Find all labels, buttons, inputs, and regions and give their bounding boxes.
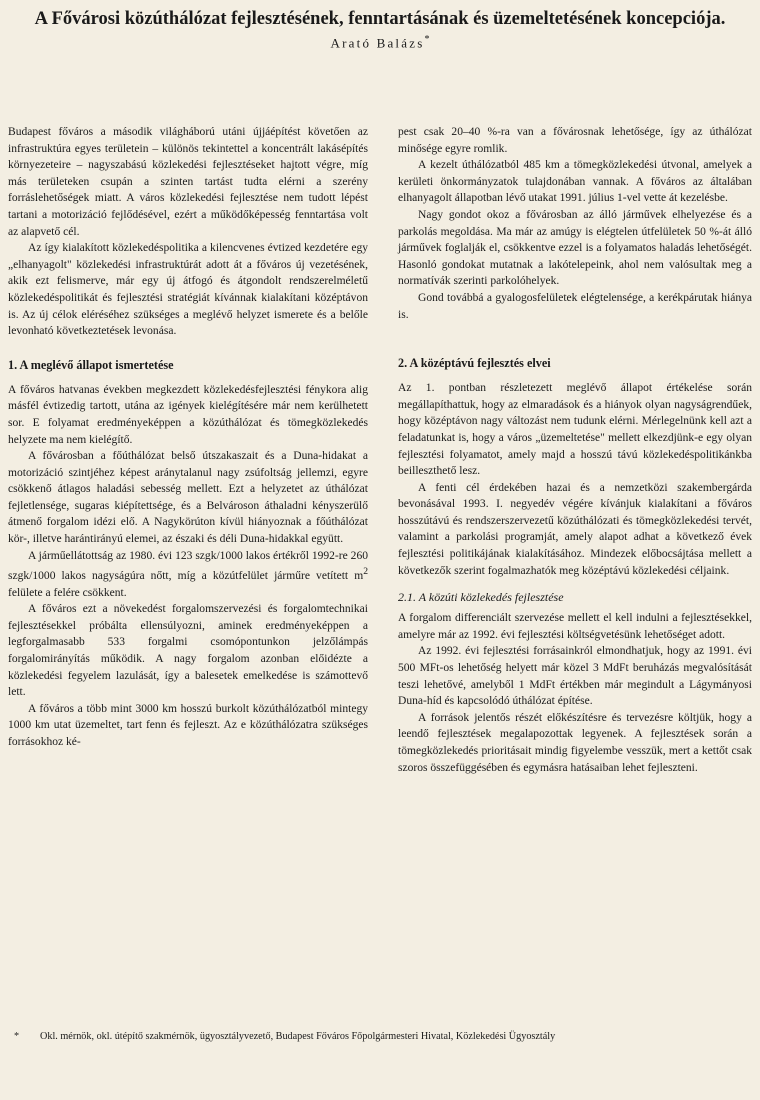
paragraph: Az 1. pontban részletezett meglévő állapot értékelése során megállapíthattuk, hogy az elmaradások és a hiányok olyan nagyságrendűek, hogy középtávon nagy változást nem tudunk elérni. Mérlegelnünk kell azt a feladatunkat is, hogy a város „üzemeltetése" mellett elkezdjünk-e egy olyan fejlesztési folyamatot, amely majd a hosszú távú közlekedéspolitikánkba beilleszthető lesz. xyxy=(398,382,752,478)
author-footnote-mark: * xyxy=(424,34,430,45)
footnote-text: Okl. mérnök, okl. útépítő szakmérnök, ügyosztályvezető, Budapest Főváros Főpolgármesteri Hivatal, Közlekedési Ügyosztály xyxy=(40,1031,556,1042)
author-name: Arató Balázs xyxy=(330,35,425,51)
body-columns xyxy=(8,124,752,1019)
paragraph: Az így kialakított közlekedéspolitika a kilencvenes évtized kezdetére egy „elhanyagolt" közlekedési infrastruktúrát adott át a főváros új vezetésének, akik ezt felismerve, már egy új átfogó és átgondolt rendszerelméletű közlekedéspolitikát és fejlesztési stratégiát kívánnak kialakítani középtávon is. Az új célok eléréséhez szükséges a meglévő helyzet ismerete és a belőle levonható következtetések levonása. xyxy=(8,242,368,338)
paragraph: A fővárosban a főúthálózat belső útszakaszait és a Duna-hidakat a motorizáció szintjéhez képest aránytalanul nagy zsúfoltság jellemzi, egyre csökkenő átlagos haladási sebesség mellett. Ezt a helyzetet az úthálózat fejletlensége, sugaras kiépítettsége, és a Belvároson áthaladni kényszerülő átmenő forgalom idézi elő. A Nagykörúton kívül hiányoznak a főúthálózat kör-, illetve harántirányú elemei, az északi és déli Duna-hidakkal együtt. xyxy=(8,450,368,546)
paragraph: Gond továbbá a gyalogosfelületek elégtelensége, a kerékpárutak hiánya is. xyxy=(398,291,752,321)
paragraph: A fenti cél érdekében hazai és a nemzetközi szakembergárda bevonásával 1993. I. negyedév végére kívánjuk kialakítani a főváros hosszútávú és rendszerszervezetű közúthálózati és tömegközlekedési tervét, valamint a parkolási programját, amely alapot adhat a következő évek fejlesztési politikájának kialakításához. Mindezek előbocsájtása mellett a következők szerint fogalmazhatók meg középtávú közlekedési céljaink. xyxy=(398,481,752,577)
paragraph: A kezelt úthálózatból 485 km a tömegközlekedési útvonal, amelyek a kerületi önkormányzatok tulajdonában vannak. A főváros az általában elhanyagolt állapotban lévő utakat 1991. július 1-vel vette át kezelésbe. xyxy=(398,159,752,205)
subsection-heading-2-1: 2.1. A közúti közlekedés fejlesztése xyxy=(398,590,564,605)
paragraph: A forgalom differenciált szervezése mellett el kell indulni a fejlesztésekkel, amelyre már az 1992. évi fejlesztési költségvetésünk lehetőséget adott. xyxy=(398,612,752,641)
paragraph: A főváros ezt a növekedést forgalomszervezési és forgalomtechnikai fejlesztésekkel próbálta ellensúlyozni, aminek eredményeképpen a legforgalmasabb 533 forgalmi csomópontunkon jelzőlámpás forgalomirányítás működik. A nagy forgalom azonban előidézte a közlekedési fegyelem lazulását, így a balesetek emelkedése is számottevő lett. xyxy=(8,603,368,699)
footnote-mark: * xyxy=(14,1031,20,1042)
paragraph: Az 1992. évi fejlesztési forrásainkról elmondhatjuk, hogy az 1991. évi 500 MFt-os lehetőség helyett már közel 3 MdFt beruházás megvalósítását teszi lehetővé, amelyből 1 MdFt értékben már megindult a Lágymányosi Duna-híd és kapcsolódó úthálózat építése. xyxy=(398,645,752,708)
section-heading-1: 1. A meglévő állapot ismertetése xyxy=(8,357,174,372)
left-column xyxy=(8,124,368,1019)
section-heading-2: 2. A középtávú fejlesztés elvei xyxy=(398,356,551,371)
footnote xyxy=(14,1030,754,1044)
text-run: felülete a felére csökkent. xyxy=(8,586,127,599)
article-title: A Fővárosi közúthálózat fejlesztésének, fenntartásának és üzemeltetésének koncepciója. xyxy=(34,9,726,29)
author-line xyxy=(10,34,750,51)
paragraph: A főváros a több mint 3000 km hosszú burkolt közúthálózatból mintegy 1000 km utat üzemeltet, tart fenn és fejleszt. Az e közúthálózatra szükséges forrásokhoz ké- xyxy=(8,702,368,749)
text-run: A járműellátottság az 1980. évi 123 szgk/1000 lakos értékről 1992-re 260 szgk/1000 lakos nagyságúra nőtt, míg a közútfelület járműre vetített m xyxy=(8,549,368,583)
right-column xyxy=(398,124,752,1019)
paragraph: Budapest főváros a második világháború utáni újjáépítést követően az infrastruktúra egyes területein – különös tekintettel a koncentrált lakásépítés környezeteire – nagyszabású közlekedési fejlesztéseket hajtott végre, míg más területeken csupán a szinten tartást tudta elérni a szerény forráslehetőségek miatt. A város közlekedési fejlesztése nem tudott lépést tartani a motorizáció fejlődésével, ezért a működőképesség fenntartása volt az alapvető cél. xyxy=(8,126,368,238)
paragraph: pest csak 20–40 %-ra van a fővárosnak lehetősége, így az úthálózat minősége egyre romlik. xyxy=(398,126,752,155)
paragraph: Nagy gondot okoz a fővárosban az álló járművek elhelyezése és a parkolás megoldása. Ma már az amúgy is elégtelen útfelületek 50 %-át álló járművek foglalják el, csökkentve ezzel is a folyamatos haladás lehetőségét. Hasonló gondokat mutatnak a lakótelepeink, ahol nem valósultak meg a normatívák szerinti parkolóhelyek. xyxy=(398,208,752,288)
paragraph: A források jelentős részét előkészítésre és tervezésre költjük, hogy a leendő fejlesztések megalapozottak legyenek. A fejlesztések során a tömegközlekedés prioritásait mindig figyelembe vesszük, mert a kettőt csak szoros összefüggésében és egymásra hatásaiban lehet fejleszteni. xyxy=(398,711,752,774)
paragraph: A főváros hatvanas években megkezdett közlekedésfejlesztési fénykora alig másfél évtizedig tartott, utána az igények kielégítésére már nem kerülhetett sor. E folyamat eredményeképpen a közúthálózat és tömegközlekedés helyzete ma nem kielégítő. xyxy=(8,383,368,446)
paragraph xyxy=(8,548,368,602)
superscript: 2 xyxy=(363,566,368,578)
